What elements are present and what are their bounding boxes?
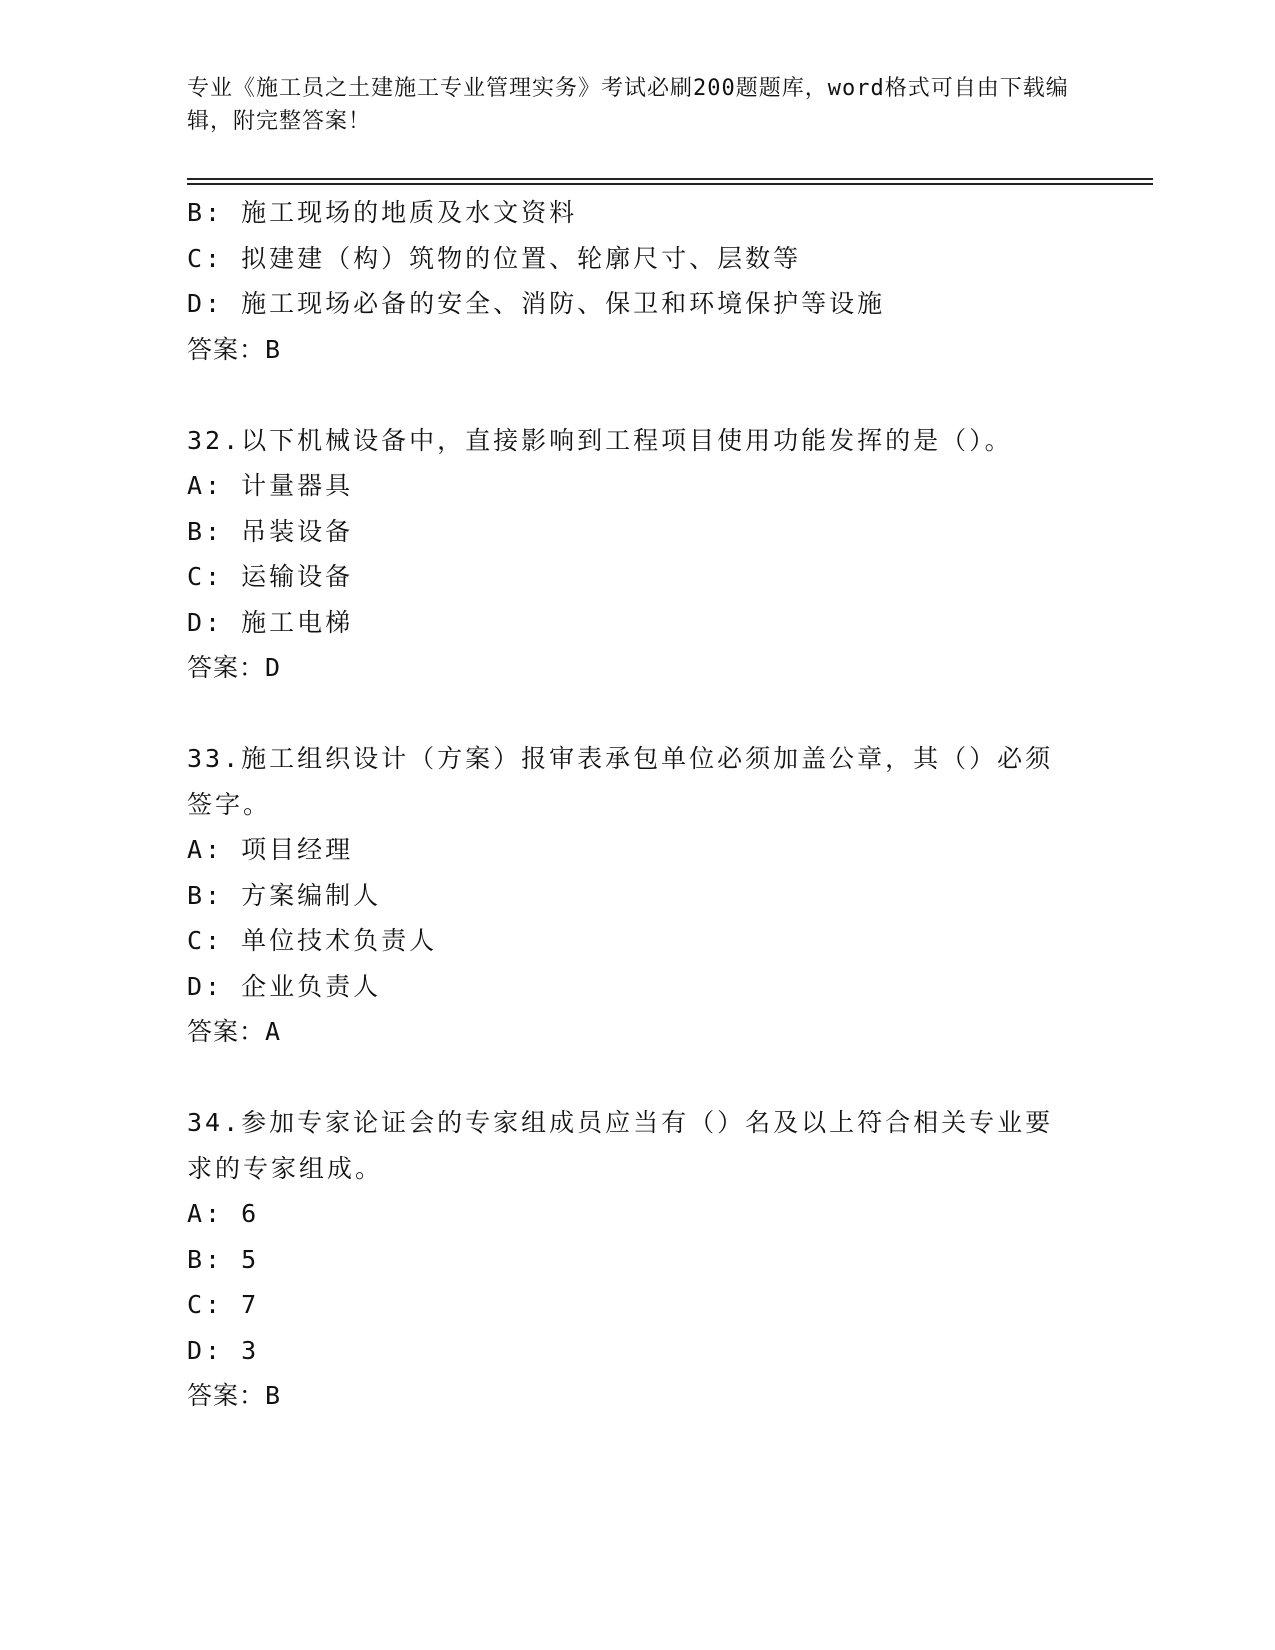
document-header: 专业《施工员之土建施工专业管理实务》考试必刷200题题库，word格式可自由下载编辑，附完整答案！ [187, 76, 1069, 134]
q32-option-a: A: 计量器具 [187, 471, 354, 500]
question-34-block [187, 1100, 1087, 1419]
q34-question-line2: 求的专家组成。 [187, 1153, 384, 1183]
q33-option-b: B: 方案编制人 [187, 880, 382, 910]
q34-option-d: D: 3 [187, 1335, 260, 1365]
q34-answer: 答案：B [187, 1381, 282, 1410]
q33-option-d: D: 企业负责人 [187, 971, 382, 1001]
q33-question-line2: 签字。 [187, 789, 272, 819]
question-list [187, 190, 1087, 1419]
q34-option-c: C: 7 [187, 1290, 260, 1319]
q33-answer: 答案：A [187, 1017, 282, 1046]
q32-option-c: C: 运输设备 [187, 562, 354, 591]
q33-option-a: A: 项目经理 [187, 835, 354, 864]
q32-option-b: B: 吊装设备 [187, 516, 354, 546]
spacer [187, 1055, 1087, 1101]
q32-answer: 答案：D [187, 653, 282, 682]
q32-question: 32.以下机械设备中，直接影响到工程项目使用功能发挥的是（）。 [187, 425, 1013, 455]
q34-option-a: A: 6 [187, 1199, 260, 1228]
q34-option-b: B: 5 [187, 1244, 260, 1274]
header-rule-bottom [187, 183, 1153, 185]
q31-option-b: B: 施工现场的地质及水文资料 [187, 198, 578, 227]
q34-question-line1: 34.参加专家论证会的专家组成员应当有（）名及以上符合相关专业要 [187, 1108, 1054, 1137]
q31-answer: 答案：B [187, 334, 282, 364]
header-rule-top [187, 178, 1153, 180]
q32-option-d: D: 施工电梯 [187, 607, 354, 637]
q33-question-line1: 33.施工组织设计（方案）报审表承包单位必须加盖公章，其（）必须 [187, 744, 1054, 773]
spacer [187, 691, 1087, 737]
q33-option-c: C: 单位技术负责人 [187, 926, 438, 955]
question-32-block [187, 418, 1087, 691]
q31-option-d: D: 施工现场必备的安全、消防、保卫和环境保护等设施 [187, 289, 886, 318]
spacer [187, 372, 1087, 418]
question-33-block [187, 736, 1087, 1055]
q31-option-c: C: 拟建建（构）筑物的位置、轮廓尺寸、层数等 [187, 243, 802, 273]
question-31-block [187, 190, 1087, 372]
